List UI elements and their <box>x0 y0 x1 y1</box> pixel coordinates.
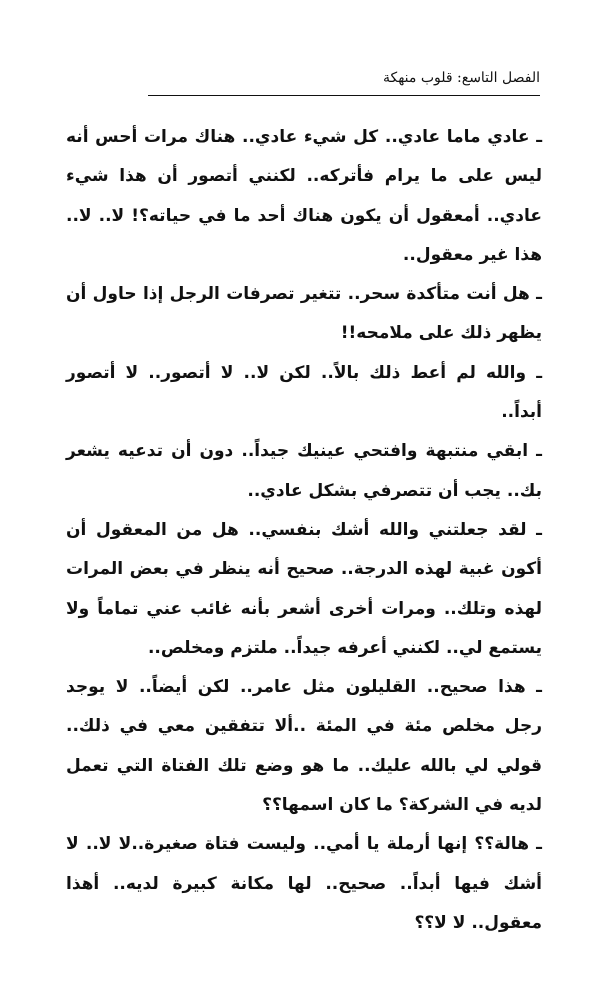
dialogue-paragraph: ـ هل أنت متأكدة سحر.. تتغير تصرفات الرجل إذا حاول أن يظهر ذلك على ملامحه!! <box>66 284 542 344</box>
header-rule <box>148 95 540 96</box>
body-text <box>66 118 542 943</box>
dialogue-paragraph: ـ ابقي منتبهة وافتحي عينيك جيداً.. دون أن تدعيه يشعر بك.. يجب أن تتصرفي بشكل عادي.. <box>66 441 542 501</box>
dialogue-paragraph: ـ لقد جعلتني والله أشك بنفسي.. هل من المعقول أن أكون غبية لهذه الدرجة.. صحيح أنه ينظر في بعض المرات لهذه وتلك.. ومرات أخرى أشعر بأنه غائب عني تماماً ولا يستمع لي.. لكنني أعرفه جيداً.. ملتزم ومخلص.. <box>66 519 542 658</box>
running-header: الفصل التاسع: قلوب منهكة <box>382 70 540 86</box>
dialogue-paragraph: ـ والله لم أعط ذلك بالاً.. لكن لا.. لا أتصور.. لا أتصور أبداً.. <box>66 362 542 423</box>
dialogue-paragraph: ـ هذا صحيح.. القليلون مثل عامر.. لكن أيضاً.. لا يوجد رجل مخلص مئة في المئة ..ألا تتفقين معي في ذلك.. قولي لي بالله عليك.. ما هو وضع تلك الفتاة التي تعمل لديه في الشركة؟ ما كان اسمها؟؟ <box>66 677 542 816</box>
dialogue-paragraph: ـ هالة؟؟ إنها أرملة يا أمي.. وليست فتاة صغيرة..لا لا.. لا أشك فيها أبداً.. صحيح.. لها مكانة كبيرة لديه.. أهذا معقول.. لا لا؟؟ <box>66 834 542 933</box>
dialogue-paragraph: ـ عادي ماما عادي.. كل شيء عادي.. هناك مرات أحس أنه ليس على ما يرام فأتركه.. لكنني أتصور أن هذا شيء عادي.. أمعقول أن يكون هناك أحد ما في حياته؟! لا.. لا.. هذا غير معقول.. <box>66 127 542 265</box>
